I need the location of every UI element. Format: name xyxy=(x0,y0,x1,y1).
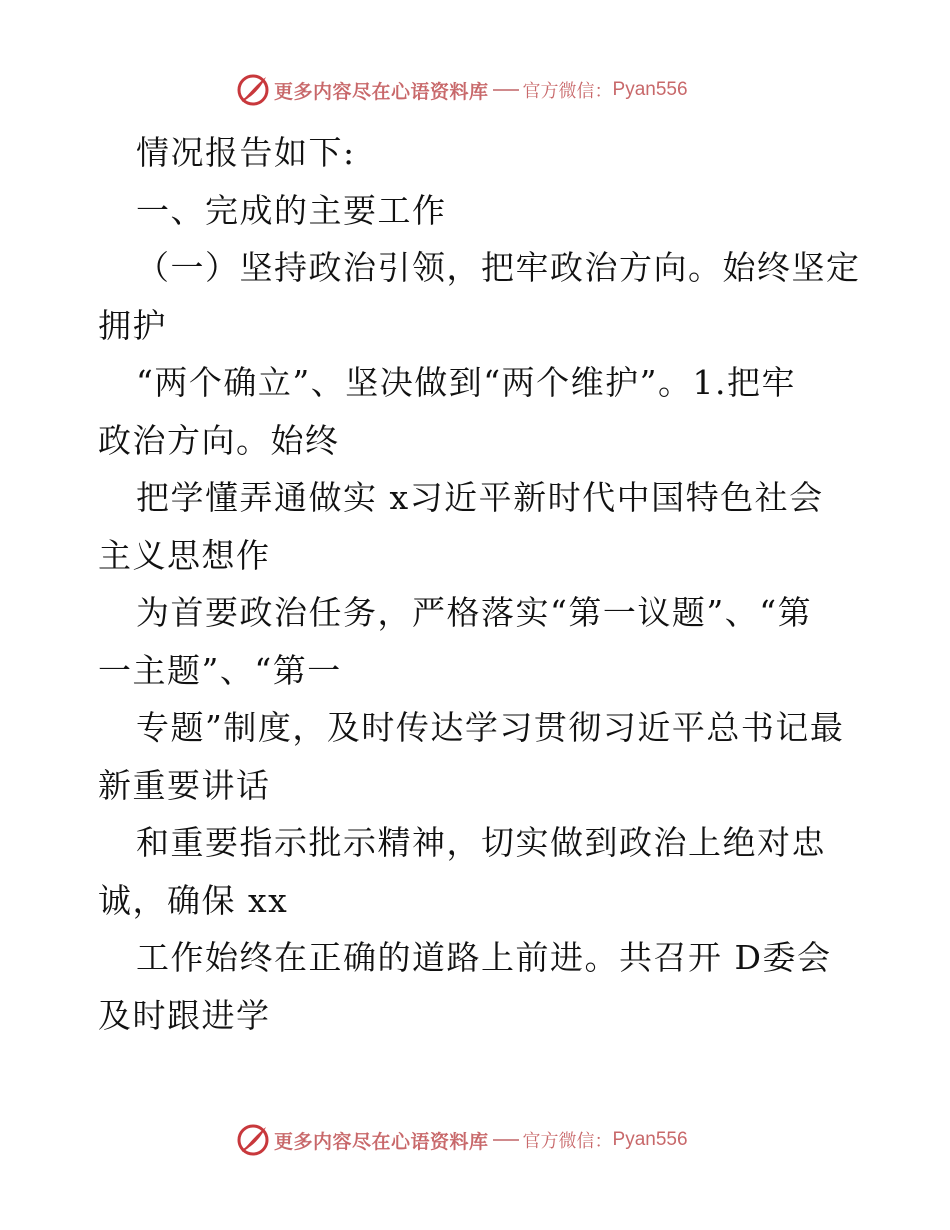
watermark-label: 官方微信： xyxy=(522,81,613,102)
footer-watermark xyxy=(236,1122,716,1158)
watermark-text: 更多内容尽在心语资料库 xyxy=(274,80,489,103)
section-heading: 一、完成的主要工作 xyxy=(136,190,447,230)
body-line: （一）坚持政治引领，把牢政治方向。始终坚定 xyxy=(136,248,861,287)
body-line: 为首要政治任务，严格落实“第一议题”、“第 xyxy=(136,593,813,632)
watermark-dash xyxy=(493,1139,519,1141)
body-line: 工作始终在正确的道路上前进。共召开 D委会 xyxy=(136,938,832,977)
body-line: 一主题”、“第一 xyxy=(98,650,342,690)
body-line: 主义思想作 xyxy=(98,535,271,575)
quill-logo-icon xyxy=(236,73,270,107)
header-watermark xyxy=(236,72,716,108)
document-body xyxy=(98,124,861,1044)
body-line: 政治方向。始终 xyxy=(98,420,340,460)
quill-logo-icon xyxy=(236,1123,270,1157)
watermark-dash xyxy=(493,89,519,91)
watermark-text: 更多内容尽在心语资料库 xyxy=(274,1130,489,1153)
body-line: 把学懂弄通做实 x习近平新时代中国特色社会 xyxy=(136,478,824,517)
body-line: 及时跟进学 xyxy=(98,995,271,1035)
body-line: “两个确立”、坚决做到“两个维护”。1.把牢 xyxy=(136,363,796,402)
body-line: 拥护 xyxy=(98,305,167,345)
body-line: 诚，确保 xx xyxy=(98,880,289,920)
watermark-id: Pyan556 xyxy=(612,1129,688,1150)
body-line: 专题”制度，及时传达学习贯彻习近平总书记最 xyxy=(136,708,845,747)
body-line: 情况报告如下: xyxy=(136,133,356,172)
watermark-label: 官方微信： xyxy=(522,1131,613,1152)
body-line: 和重要指示批示精神，切实做到政治上绝对忠 xyxy=(136,823,826,862)
body-line: 新重要讲话 xyxy=(98,765,271,805)
watermark-id: Pyan556 xyxy=(612,79,688,100)
